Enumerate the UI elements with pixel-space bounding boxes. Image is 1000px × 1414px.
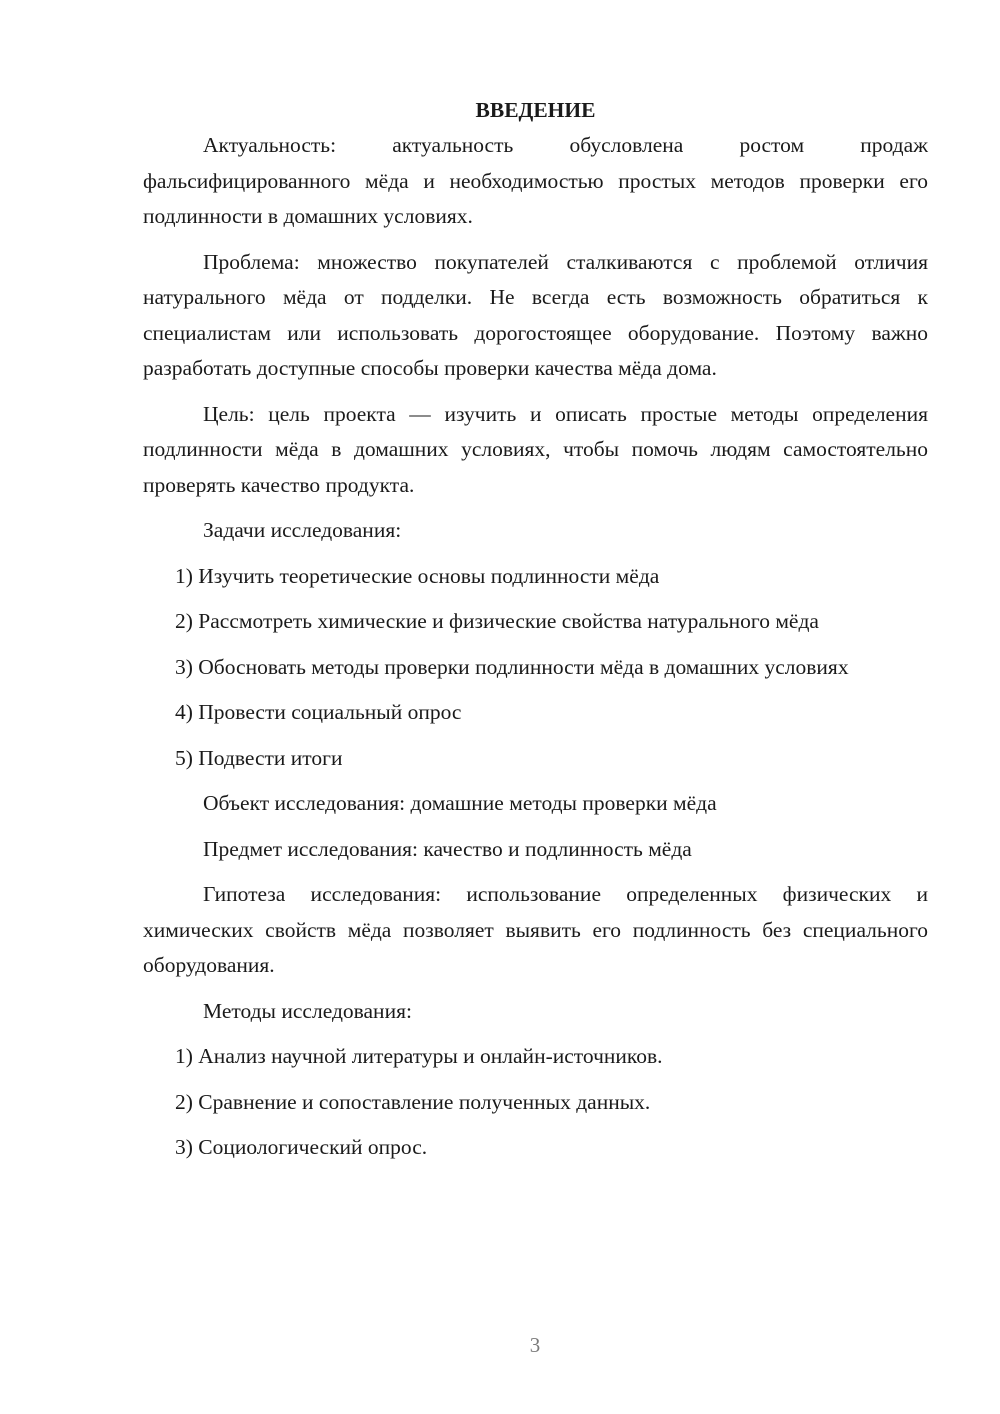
tasks-heading: Задачи исследования: <box>203 518 402 542</box>
task-item: 2) Рассмотреть химические и физические свойства натурального мёда <box>175 609 819 633</box>
method-item: 1) Анализ научной литературы и онлайн-источников. <box>175 1044 663 1068</box>
paragraph-subject: Предмет исследования: качество и подлинность мёда <box>203 836 692 861</box>
paragraph-relevance: Актуальность: актуальность обусловлена ростом продаж фальсифицированного мёда и необходимостью простых методов проверки его подлинности в домашних условиях. <box>143 133 928 228</box>
paragraph-object: Объект исследования: домашние методы проверки мёда <box>203 791 717 815</box>
task-item: 4) Провести социальный опрос <box>175 700 462 724</box>
task-item: 1) Изучить теоретические основы подлинности мёда <box>175 563 660 588</box>
paragraph-problem: Проблема: множество покупателей сталкиваются с проблемой отличия натурального мёда от подделки. Не всегда есть возможность обратиться к специалистам или использовать дорогостоящее оборудование. Поэтому важно разработать доступные способы проверки качества мёда дома. <box>143 249 928 380</box>
paragraph-goal: Цель: цель проекта — изучить и описать простые методы определения подлинности мёда в домашних условиях, чтобы помочь людям самостоятельно проверять качество продукта. <box>143 401 928 497</box>
section-title: ВВЕДЕНИЕ <box>475 98 596 122</box>
document-page <box>143 94 928 1176</box>
methods-heading: Методы исследования: <box>203 998 412 1023</box>
task-item: 5) Подвести итоги <box>175 745 343 770</box>
paragraph-hypothesis: Гипотеза исследования: использование определенных физических и химических свойств мёда позволяет выявить его подлинность без специального оборудования. <box>143 882 928 977</box>
task-item: 3) Обосновать методы проверки подлинности мёда в домашних условиях <box>175 654 849 679</box>
method-item: 2) Сравнение и сопоставление полученных данных. <box>175 1089 651 1114</box>
method-item: 3) Социологический опрос. <box>175 1135 428 1159</box>
page-number: 3 <box>529 1333 541 1357</box>
